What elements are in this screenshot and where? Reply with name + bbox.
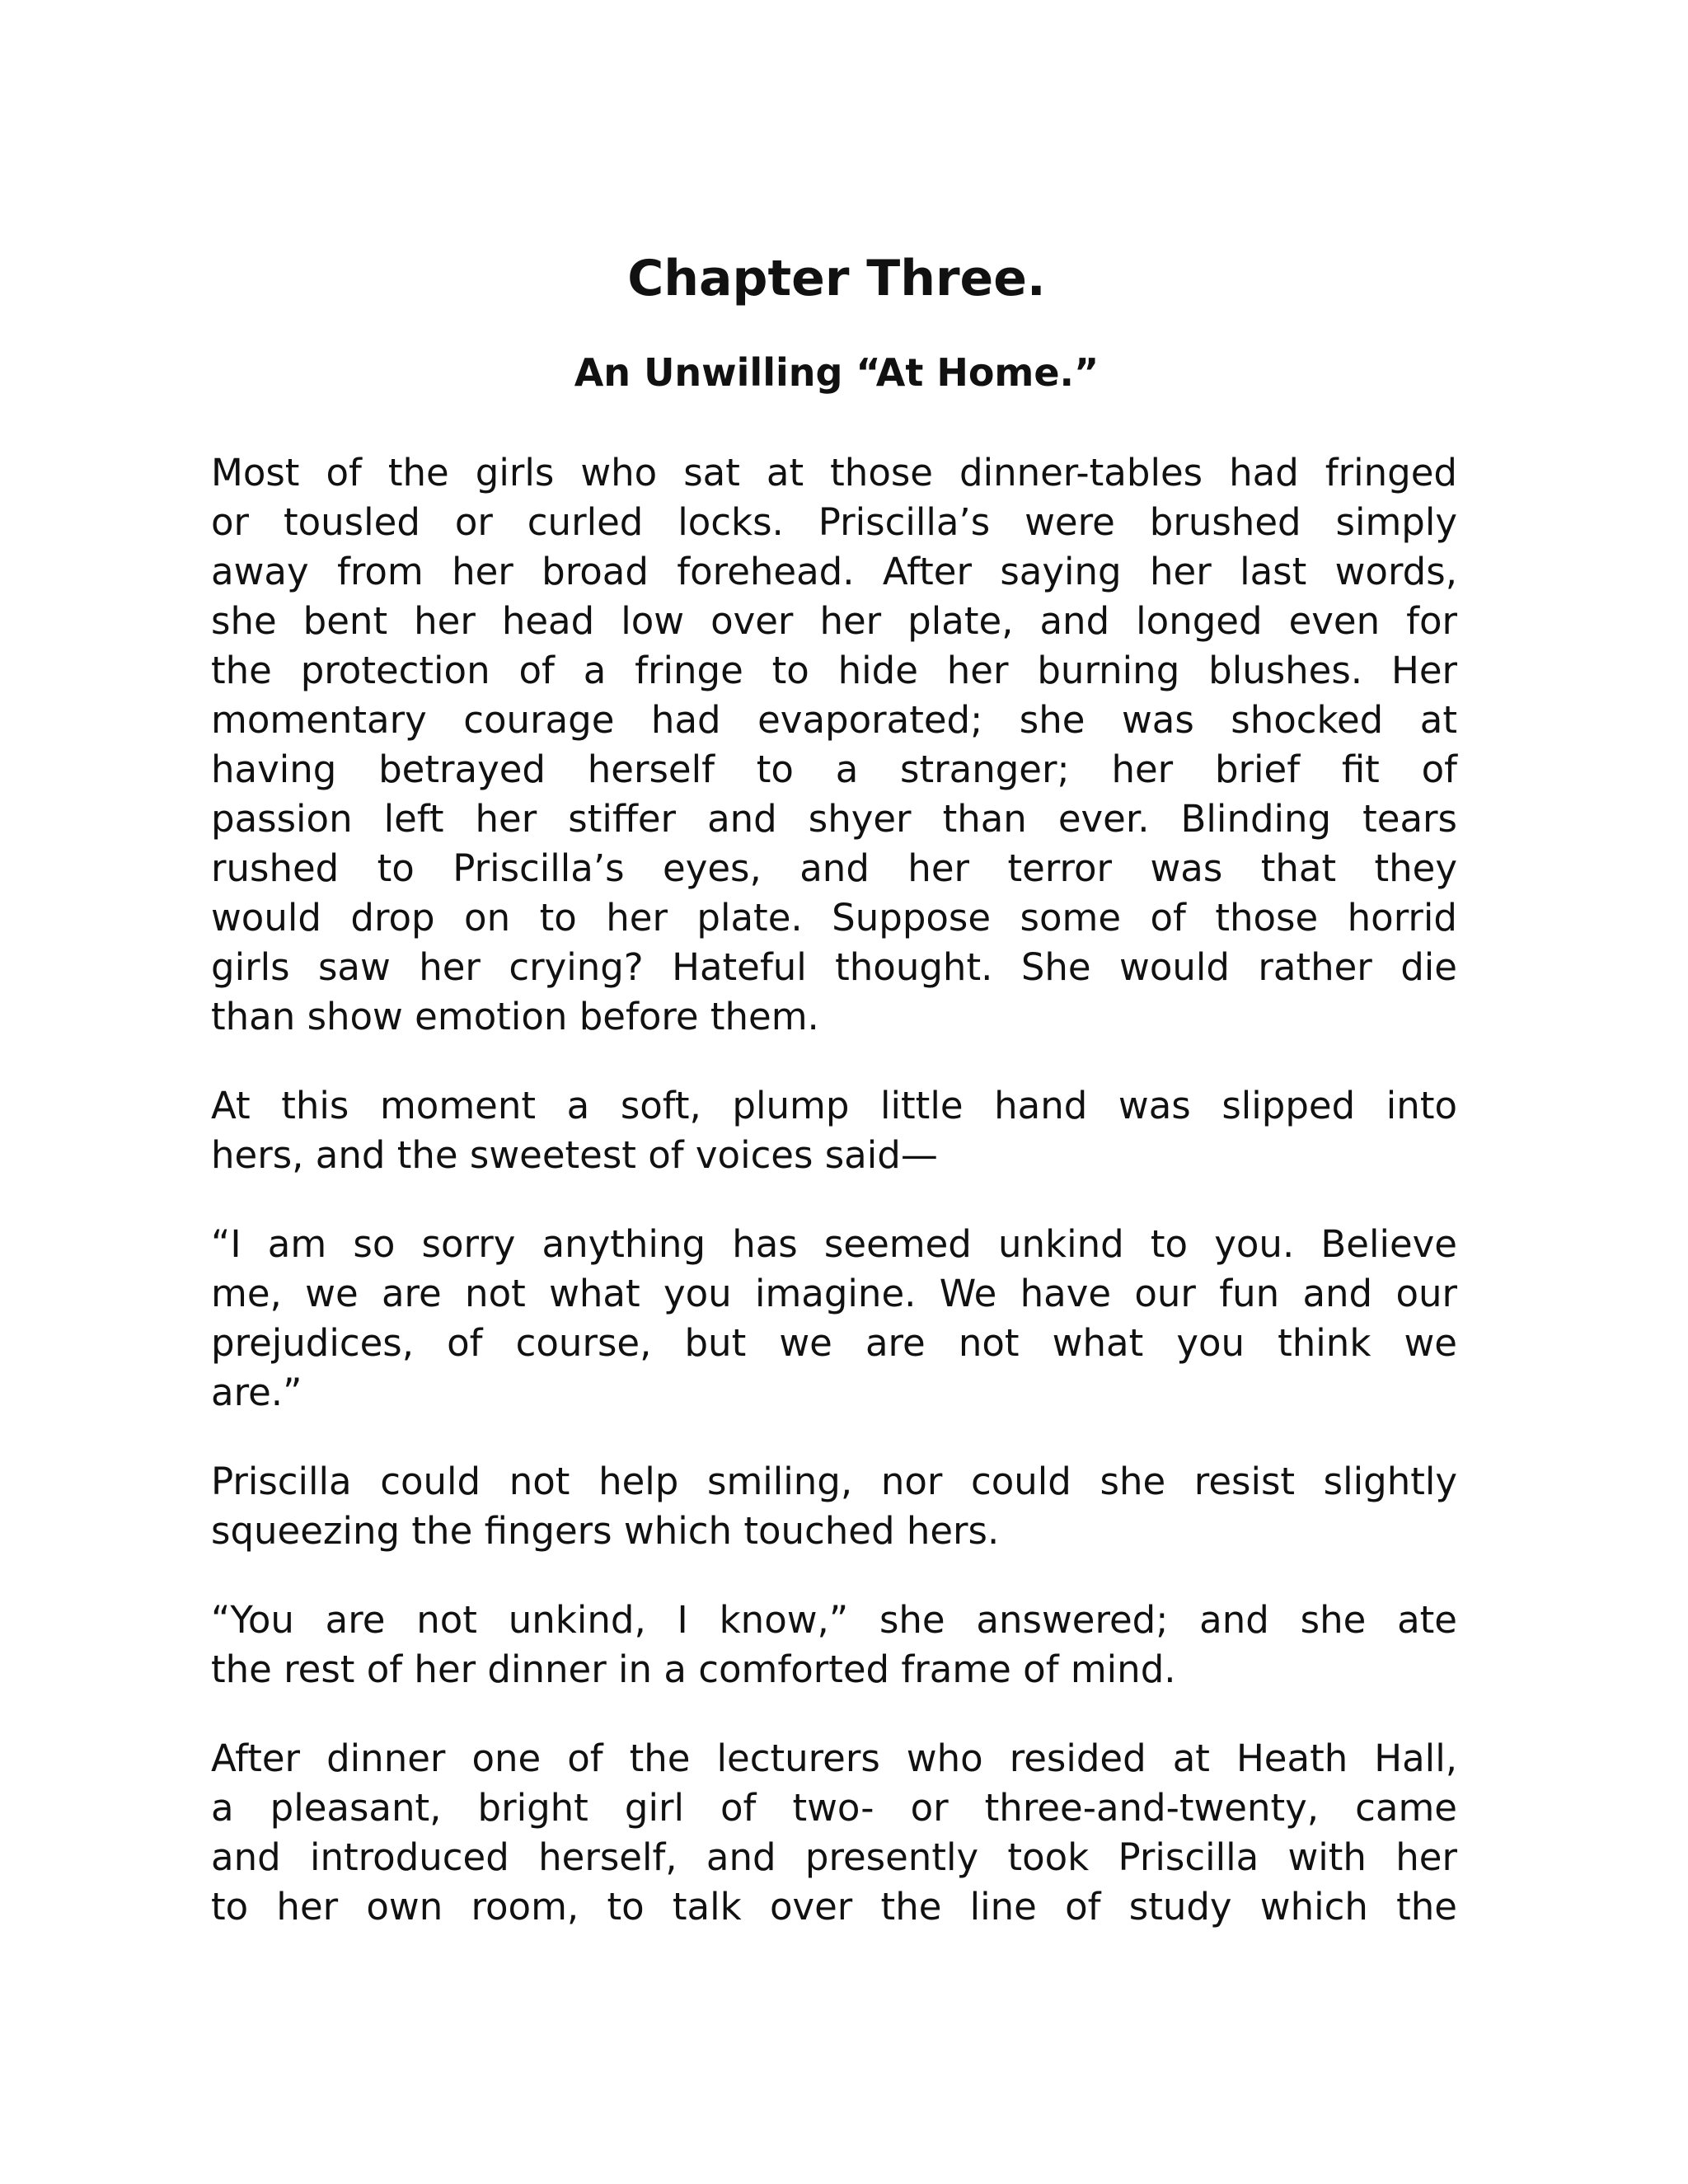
body-text	[211, 448, 1457, 1932]
text-line: squeezing the fingers which touched hers.	[211, 1509, 1000, 1553]
chapter-subtitle: An Unwilling “At Home.”	[574, 350, 1100, 395]
text-line: than show emotion before them.	[211, 995, 819, 1038]
text-line: are.”	[211, 1371, 302, 1414]
text-line: “I am so sorry anything has seemed unkind to you. Believe	[211, 1222, 1457, 1266]
paragraph	[211, 1734, 1457, 1932]
chapter-title: Chapter Three.	[627, 250, 1046, 307]
text-line: and introduced herself, and presently took Priscilla with her	[211, 1835, 1457, 1879]
text-line: she bent her head low over her plate, and longed even for	[211, 599, 1457, 643]
paragraph	[211, 448, 1457, 1042]
text-line: prejudices, of course, but we are not what you think we	[211, 1321, 1457, 1365]
text-line: hers, and the sweetest of voices said—	[211, 1133, 938, 1177]
paragraph	[211, 1457, 1457, 1556]
text-line: Most of the girls who sat at those dinner-tables had fringed	[211, 451, 1457, 494]
text-line: or tousled or curled locks. Priscilla’s were brushed simply	[211, 500, 1457, 544]
text-line: passion left her stiffer and shyer than ever. Blinding tears	[211, 797, 1457, 841]
text-line: to her own room, to talk over the line of study which the	[211, 1885, 1457, 1929]
paragraph	[211, 1220, 1457, 1418]
text-line: momentary courage had evaporated; she was shocked at	[211, 698, 1457, 742]
text-line: me, we are not what you imagine. We have our fun and our	[211, 1272, 1457, 1315]
text-line: would drop on to her plate. Suppose some of those horrid	[211, 896, 1457, 940]
text-line: a pleasant, bright girl of two- or three-and-twenty, came	[211, 1786, 1457, 1830]
text-line: the protection of a fringe to hide her burning blushes. Her	[211, 649, 1457, 692]
text-line: away from her broad forehead. After saying her last words,	[211, 550, 1457, 593]
text-line: At this moment a soft, plump little hand was slipped into	[211, 1084, 1457, 1127]
text-line: rushed to Priscilla’s eyes, and her terror was that they	[211, 846, 1457, 890]
text-line: having betrayed herself to a stranger; her brief fit of	[211, 748, 1457, 791]
page-content	[211, 247, 1457, 1971]
text-line: After dinner one of the lecturers who resided at Heath Hall,	[211, 1736, 1457, 1780]
paragraph	[211, 1081, 1457, 1180]
text-line: “You are not unkind, I know,” she answered; and she ate	[211, 1598, 1457, 1642]
text-line: Priscilla could not help smiling, nor could she resist slightly	[211, 1460, 1457, 1503]
text-line: the rest of her dinner in a comforted frame of mind.	[211, 1647, 1176, 1691]
text-line: girls saw her crying? Hateful thought. She would rather die	[211, 945, 1457, 989]
paragraph	[211, 1596, 1457, 1694]
